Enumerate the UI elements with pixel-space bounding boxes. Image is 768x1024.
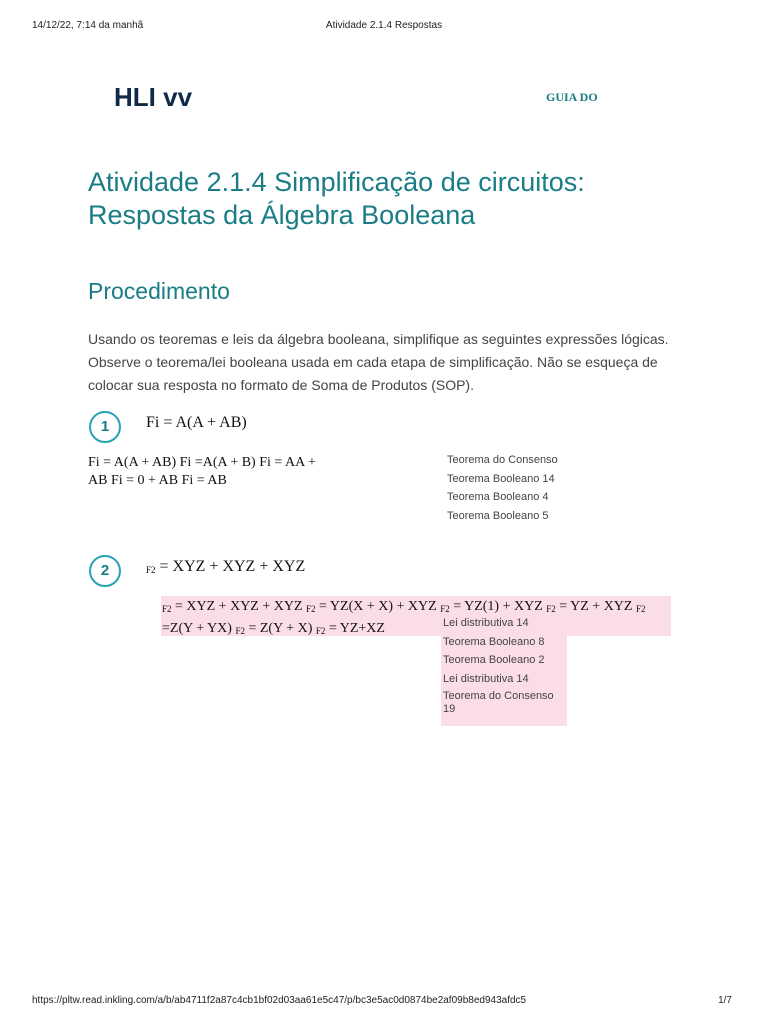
problem-1-work: Fi = A(A + AB) Fi =A(A + B) Fi = AA + AB Fi = 0 + AB Fi = AB xyxy=(88,455,316,488)
law-item: Teorema Booleano 14 xyxy=(447,472,555,485)
guide-link[interactable]: GUIA DO xyxy=(546,90,598,104)
f2-subscript: F2 xyxy=(635,604,646,614)
section-heading: Procedimento xyxy=(88,278,230,304)
f2-subscript: F2 xyxy=(546,604,556,614)
f2-subscript: F2 xyxy=(162,604,172,614)
print-footer xyxy=(0,995,768,1009)
procedure-intro: Usando os teoremas e leis da álgebra booleana, simplifique as seguintes expressões lógicas. Observe o teorema/lei booleana usada em cada etapa de simplificação. Não se esqueça de colocar sua resposta no formato de Soma de Produtos (SOP). xyxy=(88,331,669,393)
law-item: Teorema do Consenso 19 xyxy=(443,690,554,715)
work-step: =Z(Y + YX) xyxy=(162,621,236,636)
print-page-title: Atividade 2.1.4 Respostas xyxy=(325,20,443,31)
work-step: = Z(Y + X) xyxy=(248,621,316,636)
brand-logo[interactable]: HLI vv xyxy=(114,82,193,112)
f2-subscript: F2 xyxy=(440,604,450,614)
law-item: Teorema Booleano 2 xyxy=(443,654,545,666)
print-page-number: 1/7 xyxy=(718,995,732,1006)
law-item: Teorema Booleano 5 xyxy=(447,509,549,522)
step-badge-2: 2 xyxy=(89,555,121,587)
print-url: https://pltw.read.inkling.com/a/b/ab4711f2a87c4cb1bf02d03aa61e5c47/p/bc3e5ac0d0874be2af09b8ed943afdc5 xyxy=(32,995,527,1006)
print-header xyxy=(0,20,768,34)
f2-subscript: F2 xyxy=(306,604,316,614)
law-item: Teorema do Consenso xyxy=(447,454,558,466)
f2-subscript: F2 xyxy=(235,626,245,636)
work-step: = YZ(1) + XYZ xyxy=(453,599,547,614)
law-item: Lei distributiva 14 xyxy=(443,617,529,629)
page-title: Atividade 2.1.4 Simplificação de circuitos: Respostas da Álgebra Booleana xyxy=(88,167,585,230)
law-item: Teorema Booleano 8 xyxy=(443,635,545,648)
work-step: = YZ(X + X) + XYZ xyxy=(319,599,441,614)
work-step: = YZ+XZ xyxy=(328,621,385,636)
work-step: = YZ + XYZ xyxy=(559,599,636,614)
problem-1-laws xyxy=(447,451,558,525)
problem-2-equation-text: = XYZ + XYZ + XYZ xyxy=(159,558,306,575)
f2-subscript: F2 xyxy=(146,565,156,575)
problem-2-equation xyxy=(146,558,305,576)
step-badge-1: 1 xyxy=(89,411,121,443)
law-item: Teorema Booleano 4 xyxy=(447,491,549,503)
f2-subscript: F2 xyxy=(315,626,326,636)
work-step: = XYZ + XYZ + XYZ xyxy=(175,599,307,614)
print-datetime: 14/12/22, 7:14 da manhã xyxy=(32,20,144,31)
law-item: Lei distributiva 14 xyxy=(443,672,529,685)
problem-2-laws xyxy=(443,614,567,716)
problem-2-work xyxy=(162,597,674,641)
problem-1-equation: Fi = A(A + AB) xyxy=(146,414,247,431)
